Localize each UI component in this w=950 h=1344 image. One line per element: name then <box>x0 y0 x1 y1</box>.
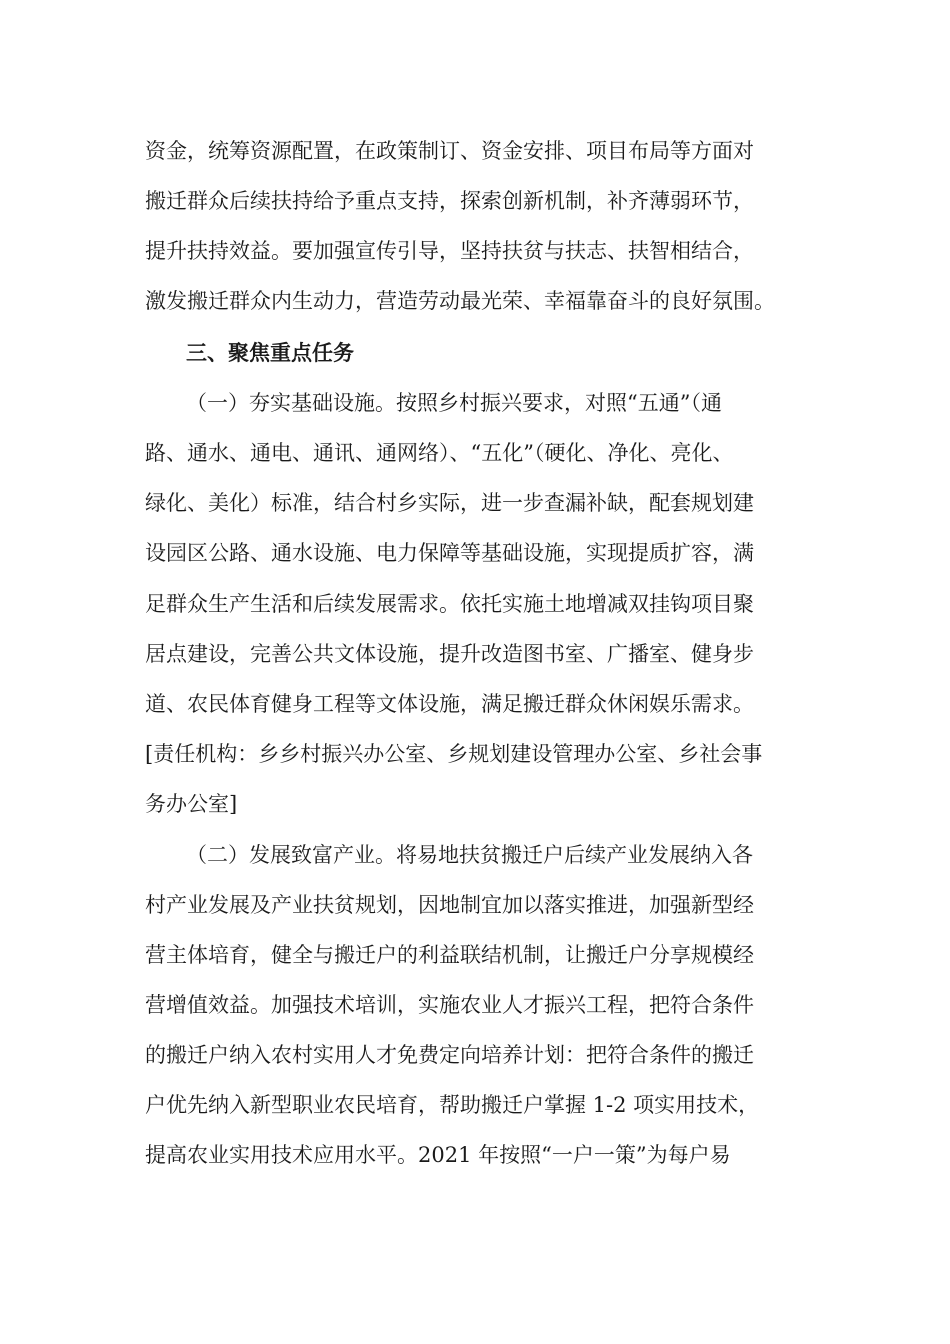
text-line: 道、农民体育健身工程等文体设施，满足搬迁群众休闲娱乐需求。 <box>145 692 754 716</box>
text-line: 搬迁群众后续扶持给予重点支持，探索创新机制，补齐薄弱环节， <box>145 189 754 213</box>
text-line: 的搬迁户纳入农村实用人才免费定向培养计划：把符合条件的搬迁 <box>145 1043 754 1067</box>
text-line: 路、通水、通电、通讯、通网络）、“五化”（硬化、净化、亮化、 <box>145 441 734 465</box>
section-heading: 三、聚焦重点任务 <box>186 341 354 365</box>
responsibility-line: [责任机构：乡乡村振兴办公室、乡规划建设管理办公室、乡社会事 <box>145 742 763 766</box>
text-line: 绿化、美化）标准，结合村乡实际，进一步查漏补缺，配套规划建 <box>145 491 754 515</box>
paragraph-start: （一）夯实基础设施。按照乡村振兴要求，对照“五通”（通 <box>186 391 722 415</box>
text-line: 村产业发展及产业扶贫规划，因地制宜加以落实推进，加强新型经 <box>145 893 754 917</box>
text-line: 足群众生产生活和后续发展需求。依托实施土地增减双挂钩项目聚 <box>145 592 754 616</box>
text-line: 营增值效益。加强技术培训，实施农业人才振兴工程，把符合条件 <box>145 993 754 1017</box>
text-line: 设园区公路、通水设施、电力保障等基础设施，实现提质扩容，满 <box>145 541 754 565</box>
responsibility-line: 务办公室] <box>145 792 238 816</box>
text-line: 资金，统筹资源配置，在政策制订、资金安排、项目布局等方面对 <box>145 139 754 163</box>
text-line: 提升扶持效益。要加强宣传引导，坚持扶贫与扶志、扶智相结合， <box>145 239 754 263</box>
text-line: 提高农业实用技术应用水平。2021 年按照“一户一策”为每户易 <box>145 1143 731 1167</box>
text-line: 激发搬迁群众内生动力，营造劳动最光荣、幸福靠奋斗的良好氛围。 <box>145 289 775 313</box>
text-line: 居点建设，完善公共文体设施，提升改造图书室、广播室、健身步 <box>145 642 754 666</box>
text-line: 营主体培育，健全与搬迁户的利益联结机制，让搬迁户分享规模经 <box>145 943 754 967</box>
text-line: 户优先纳入新型职业农民培育，帮助搬迁户掌握 1-2 项实用技术， <box>145 1093 760 1117</box>
paragraph-start: （二）发展致富产业。将易地扶贫搬迁户后续产业发展纳入各 <box>186 843 753 867</box>
